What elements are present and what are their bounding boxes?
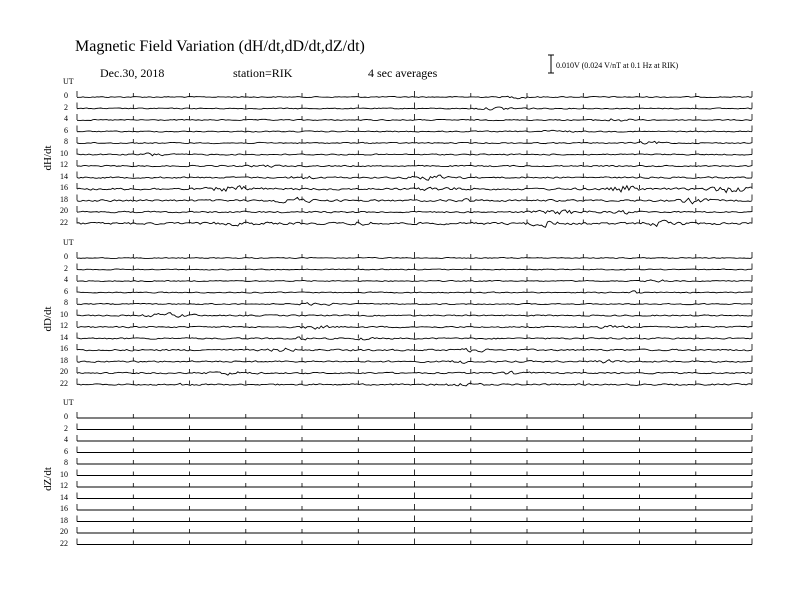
- hour-label: 14: [60, 332, 68, 342]
- hour-label: 8: [64, 137, 68, 146]
- hour-label: 22: [60, 378, 68, 388]
- scale-bar: [548, 55, 554, 73]
- panel-label-dZ-dt: dZ/dt: [42, 467, 54, 492]
- hour-label: 16: [60, 504, 68, 513]
- hour-label: 4: [64, 114, 68, 123]
- hour-label: 14: [60, 171, 68, 181]
- hour-label: 4: [64, 435, 68, 444]
- hour-label: 2: [64, 263, 68, 273]
- hour-label: 14: [60, 492, 68, 502]
- chart-title: Magnetic Field Variation (dH/dt,dD/dt,dZ/dt): [75, 38, 365, 55]
- hour-label: 0: [64, 412, 68, 421]
- hour-label: 18: [60, 515, 68, 525]
- hour-label: 12: [60, 321, 68, 330]
- hour-label: 6: [64, 446, 68, 456]
- hour-label: 0: [64, 252, 68, 261]
- hour-label: 0: [64, 91, 68, 100]
- hour-label: 18: [60, 355, 68, 365]
- station-label: station=RIK: [233, 66, 293, 80]
- panel-label-dD-dt: dD/dt: [42, 306, 54, 332]
- hour-label: 10: [60, 148, 68, 158]
- hour-label: 2: [64, 102, 68, 112]
- hour-label: 10: [60, 469, 68, 479]
- hour-label: 22: [60, 538, 68, 548]
- hour-label: 6: [64, 125, 68, 135]
- hour-label: 12: [60, 481, 68, 490]
- ut-label: UT: [63, 77, 74, 86]
- hour-label: 2: [64, 423, 68, 433]
- hour-label: 20: [60, 206, 68, 215]
- ut-label: UT: [63, 398, 74, 407]
- hour-label: 6: [64, 286, 68, 296]
- hour-label: 4: [64, 275, 68, 284]
- ut-label: UT: [63, 238, 74, 247]
- panel-label-dH-dt: dH/dt: [42, 145, 54, 171]
- hour-label: 8: [64, 458, 68, 467]
- hour-label: 18: [60, 194, 68, 204]
- date-label: Dec.30, 2018: [100, 66, 165, 80]
- averaging-label: 4 sec averages: [368, 66, 438, 80]
- hour-label: 10: [60, 309, 68, 319]
- hour-label: 16: [60, 183, 68, 192]
- hour-label: 8: [64, 298, 68, 307]
- hour-label: 12: [60, 160, 68, 169]
- hour-label: 16: [60, 344, 68, 353]
- hour-label: 20: [60, 367, 68, 376]
- scale-note: 0.010V (0.024 V/nT at 0.1 Hz at RIK): [556, 61, 679, 70]
- hour-label: 22: [60, 217, 68, 227]
- hour-label: 20: [60, 527, 68, 536]
